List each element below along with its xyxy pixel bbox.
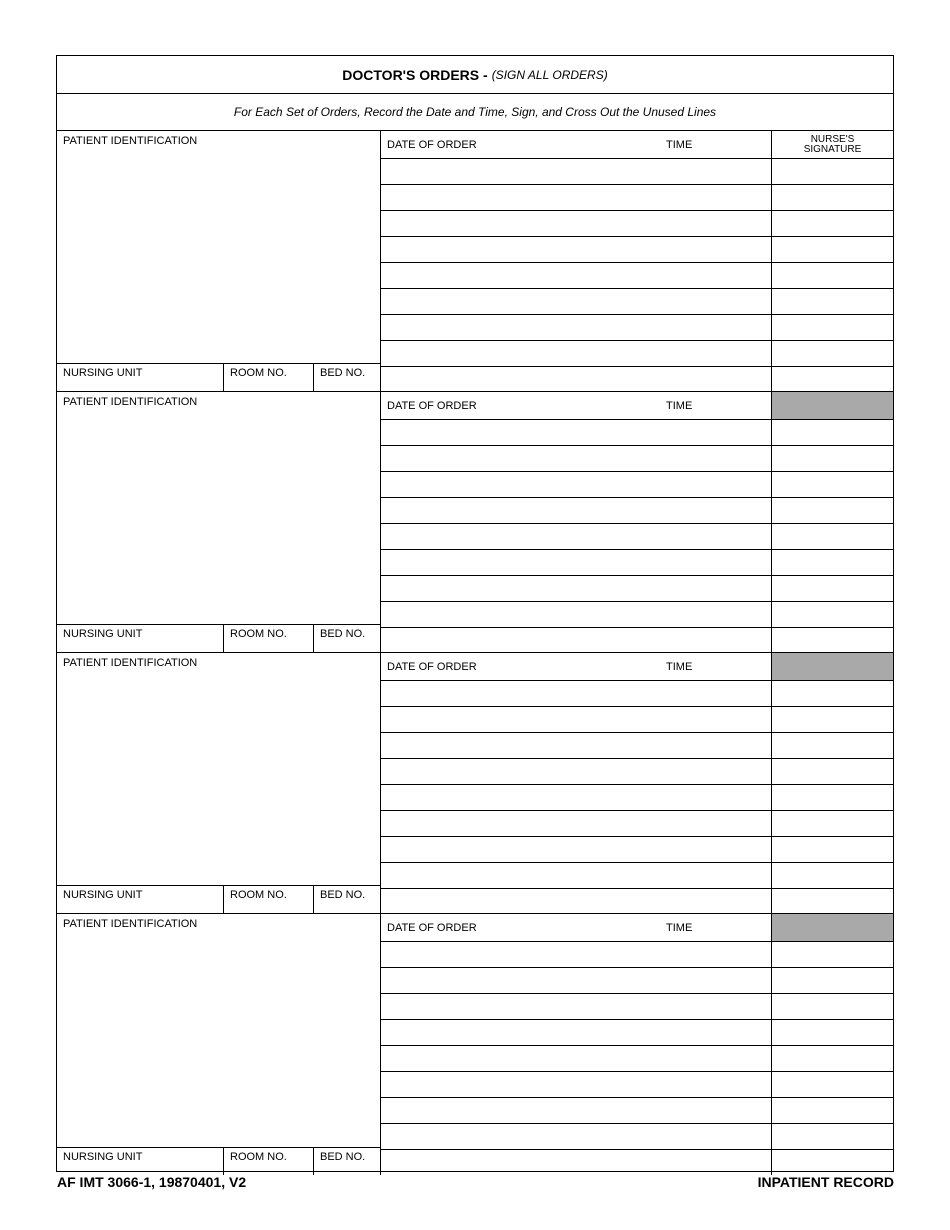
room-no-label: ROOM NO. [230,889,287,901]
order-line[interactable] [381,863,771,889]
nurse-signature-line[interactable] [772,367,893,392]
nursing-unit-label: NURSING UNIT [63,367,143,379]
orders-block [381,914,772,1175]
nursing-unit-label: NURSING UNIT [63,1151,143,1163]
order-line[interactable] [381,159,771,185]
unit-row [57,363,380,391]
patient-id-block [57,131,381,391]
time-label: TIME [666,661,693,673]
room-no-label: ROOM NO. [230,1151,287,1163]
order-line[interactable] [381,1072,771,1098]
order-line[interactable] [381,733,771,759]
date-of-order-label: DATE OF ORDER [387,139,477,151]
order-line[interactable] [381,602,771,628]
order-line[interactable] [381,289,771,315]
nurse-signature-line[interactable] [772,237,893,263]
room-no-label: ROOM NO. [230,367,287,379]
nurse-signature-line[interactable] [772,1072,893,1098]
room-no-field[interactable] [224,886,314,913]
order-line[interactable] [381,759,771,785]
order-line[interactable] [381,185,771,211]
form-instructions [57,94,893,131]
bed-no-field[interactable] [314,1148,381,1175]
room-no-field[interactable] [224,625,314,652]
form-category: INPATIENT RECORD [757,1174,894,1190]
patient-identification-label: PATIENT IDENTIFICATION [63,918,198,930]
doctors-orders-form [56,55,894,1172]
order-line[interactable] [381,942,771,968]
nurse-signature-line[interactable] [772,1098,893,1124]
order-line[interactable] [381,341,771,367]
nurse-signature-label [772,135,893,155]
nurse-signature-line[interactable] [772,289,893,315]
nurse-signature-line[interactable] [772,185,893,211]
nurse-signature-line[interactable] [772,159,893,185]
nurse-signature-line[interactable] [772,863,893,889]
order-line[interactable] [381,472,771,498]
nurse-signature-line[interactable] [772,576,893,602]
date-of-order-label: DATE OF ORDER [387,922,477,934]
nurse-signature-label-line2: SIGNATURE [803,144,862,155]
order-line[interactable] [381,211,771,237]
patient-id-block [57,653,381,913]
order-line[interactable] [381,446,771,472]
date-time-header[interactable] [381,914,771,942]
order-section [57,914,893,1175]
order-line[interactable] [381,707,771,733]
nurse-signature-header [772,131,893,159]
form-title-row [57,56,893,94]
unit-row [57,624,380,652]
nurse-signature-line[interactable] [772,420,893,446]
nurse-signature-block [772,653,893,913]
nurse-signature-line[interactable] [772,1020,893,1046]
orders-block [381,131,772,391]
nurse-signature-line[interactable] [772,1150,893,1175]
room-no-field[interactable] [224,364,314,391]
order-line[interactable] [381,994,771,1020]
date-of-order-label: DATE OF ORDER [387,400,477,412]
order-line[interactable] [381,681,771,707]
nurse-signature-line[interactable] [772,811,893,837]
nurse-signature-line[interactable] [772,628,893,653]
bed-no-field[interactable] [314,886,381,913]
nurse-signature-line[interactable] [772,1046,893,1072]
nurse-signature-line[interactable] [772,968,893,994]
order-line[interactable] [381,628,771,653]
nurse-signature-block [772,131,893,391]
time-label: TIME [666,922,693,934]
patient-identification-label: PATIENT IDENTIFICATION [63,657,198,669]
order-line[interactable] [381,576,771,602]
order-section [57,653,893,914]
order-line[interactable] [381,785,771,811]
nurse-signature-block [772,392,893,652]
nurse-signature-line[interactable] [772,681,893,707]
order-line[interactable] [381,1150,771,1175]
order-line[interactable] [381,1098,771,1124]
room-no-field[interactable] [224,1148,314,1175]
bed-no-label: BED NO. [320,628,366,640]
nurse-signature-line[interactable] [772,498,893,524]
form-title: DOCTOR'S ORDERS - [342,66,488,83]
patient-identification-label: PATIENT IDENTIFICATION [63,396,198,408]
patient-id-block [57,392,381,652]
order-line[interactable] [381,263,771,289]
shaded-header-cell [772,392,893,420]
nurse-signature-line[interactable] [772,524,893,550]
nursing-unit-field[interactable] [57,886,224,913]
unit-row [57,885,380,913]
nurse-signature-label-line1: NURSE'S [810,134,855,145]
bed-no-field[interactable] [314,625,381,652]
bed-no-label: BED NO. [320,1151,366,1163]
order-line[interactable] [381,524,771,550]
nurse-signature-line[interactable] [772,1124,893,1150]
shaded-header-cell [772,653,893,681]
nurse-signature-block [772,914,893,1175]
nurse-signature-line[interactable] [772,211,893,237]
order-line[interactable] [381,237,771,263]
nurse-signature-line[interactable] [772,785,893,811]
order-line[interactable] [381,498,771,524]
order-line[interactable] [381,1046,771,1072]
nurse-signature-line[interactable] [772,733,893,759]
unit-row [57,1147,380,1175]
time-label: TIME [666,400,693,412]
nurse-signature-line[interactable] [772,472,893,498]
nurse-signature-line[interactable] [772,602,893,628]
bed-no-label: BED NO. [320,889,366,901]
instructions-text: For Each Set of Orders, Record the Date and Time, Sign, and Cross Out the Unused Lines [233,105,717,119]
nursing-unit-field[interactable] [57,625,224,652]
date-time-header[interactable] [381,131,771,159]
orders-block [381,392,772,652]
date-of-order-label: DATE OF ORDER [387,661,477,673]
nurse-signature-line[interactable] [772,341,893,367]
nurse-signature-line[interactable] [772,550,893,576]
nursing-unit-field[interactable] [57,364,224,391]
order-line[interactable] [381,315,771,341]
nursing-unit-label: NURSING UNIT [63,889,143,901]
nurse-signature-line[interactable] [772,942,893,968]
nurse-signature-line[interactable] [772,263,893,289]
order-line[interactable] [381,367,771,392]
order-section [57,131,893,392]
nurse-signature-line[interactable] [772,707,893,733]
nurse-signature-line[interactable] [772,446,893,472]
nurse-signature-line[interactable] [772,994,893,1020]
patient-identification-label: PATIENT IDENTIFICATION [63,135,198,147]
patient-id-block [57,914,381,1175]
nursing-unit-field[interactable] [57,1148,224,1175]
form-title-note: (SIGN ALL ORDERS) [491,67,608,82]
order-line[interactable] [381,968,771,994]
order-line[interactable] [381,889,771,914]
order-line[interactable] [381,811,771,837]
order-line[interactable] [381,1020,771,1046]
order-section [57,392,893,653]
bed-no-label: BED NO. [320,367,366,379]
orders-block [381,653,772,913]
bed-no-field[interactable] [314,364,381,391]
nurse-signature-line[interactable] [772,315,893,341]
nurse-signature-line[interactable] [772,759,893,785]
order-line[interactable] [381,420,771,446]
order-line[interactable] [381,550,771,576]
order-line[interactable] [381,837,771,863]
date-time-header[interactable] [381,653,771,681]
order-line[interactable] [381,1124,771,1150]
nursing-unit-label: NURSING UNIT [63,628,143,640]
time-label: TIME [666,139,693,151]
shaded-header-cell [772,914,893,942]
date-time-header[interactable] [381,392,771,420]
nurse-signature-line[interactable] [772,837,893,863]
nurse-signature-line[interactable] [772,889,893,914]
room-no-label: ROOM NO. [230,628,287,640]
form-id: AF IMT 3066-1, 19870401, V2 [57,1174,247,1190]
